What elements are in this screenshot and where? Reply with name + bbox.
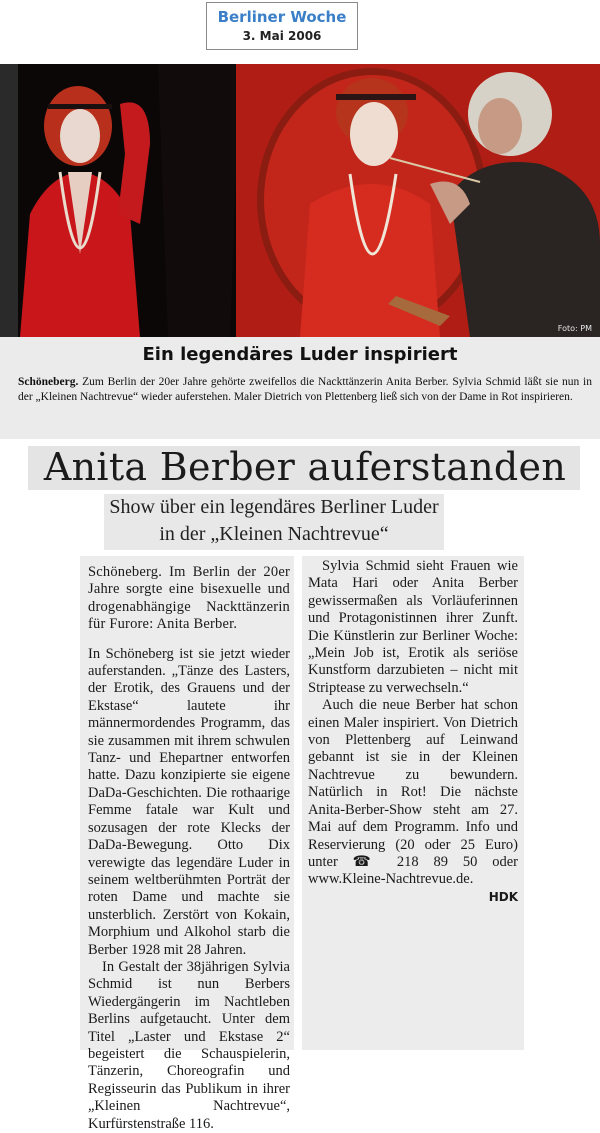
caption-text: [18, 375, 592, 405]
publication-date: 3. Mai 2006: [242, 29, 322, 43]
article-paragraph-3: Sylvia Schmid sieht Frauen wie Mata Hari oder Anita Berber gewissermaßen als Vorläuferinnen und Protagonistinnen ihrer Zunft. Die Künstlerin zur Berliner Woche: „Mein Job ist, Erotik als seriöse Kunstform darzubieten – nicht mit Striptease zu verwechseln.“: [308, 558, 518, 696]
article-paragraph-4: Auch die neue Berber hat schon einen Maler inspiriert. Von Dietrich von Plettenberg auf Leinwand gebannt ist sie in der Kleinen Nachtrevue zu bewundern. Natürlich in Rot! Die nächste Anita-Berber-Show steht am 27. Mai auf dem Programm. Info und Reservierung (20 oder 25 Euro) unter ☎ 218 89 50 oder www.Kleine-Nachtrevue.de.: [308, 697, 518, 888]
article-paragraph-1: In Schöneberg ist sie jetzt wieder auferstanden. „Tänze des Lasters, der Erotik, des Grauens und der Ekstase“ lautete ihr männermordendes Programm, das sie zusammen mit ihrem schwulen Tanz- und Ehepartner entworfen hatte. Dazu konzipierte sie eigene DaDa-Geschichten. Die rothaarige Femme fatale war Kult und sozusagen der rote Klecks der DaDa-Bewegung. Otto Dix verewigte das legendäre Luder in seinem weltberühmten Porträt der roten Dame und machte sie unsterblich. Zerstört von Kokain, Morphium und Alkohol starb die Berber 1928 mit 28 Jahren.: [88, 645, 290, 958]
article-column-1: [80, 556, 294, 1132]
article-photo: [0, 64, 600, 337]
photo-illustration: [0, 64, 600, 337]
publication-name: Berliner Woche: [217, 8, 347, 26]
subtitle-line-1: Show über ein legendäres Berliner Luder: [109, 496, 439, 518]
caption-body: Zum Berlin der 20er Jahre gehörte zweifellos die Nackttänzerin Anita Berber. Sylvia Schmid läßt sie nun in der „Kleinen Nachtrevue“ wieder auferstehen. Maler Dietrich von Plettenberg ließ sich von der Dame in Rot inspirieren.: [18, 376, 592, 403]
photo-caption-box: [0, 337, 600, 439]
article-lead: Schöneberg. Im Berlin der 20er Jahre sorgte eine bisexuelle und drogenabhängige Nackttänzerin für Furore: Anita Berber.: [88, 564, 290, 633]
article-paragraph-2: In Gestalt der 38jährigen Sylvia Schmid ist nun Berbers Wiedergängerin im Nachtleben Berlins aufgetaucht. Unter dem Titel „Laster und Ekstase 2“ begeistert die Schauspielerin, Tänzerin, Choreografin und Regisseurin das Publikum in ihrer „Kleinen Nachtrevue“, Kurfürstenstraße 116.: [88, 958, 290, 1132]
author-signature: HDK: [488, 889, 518, 904]
article-subtitle: [104, 494, 444, 548]
subtitle-line-2: in der „Kleinen Nachtrevue“: [159, 523, 389, 545]
caption-lead: Schöneberg.: [18, 376, 79, 388]
photo-credit: Foto: PM: [557, 324, 592, 333]
article-headline: Anita Berber auferstanden: [43, 445, 567, 489]
article-column-2: [302, 556, 524, 1050]
masthead: [206, 2, 358, 50]
caption-title: Ein legendäres Luder inspiriert: [142, 344, 458, 365]
